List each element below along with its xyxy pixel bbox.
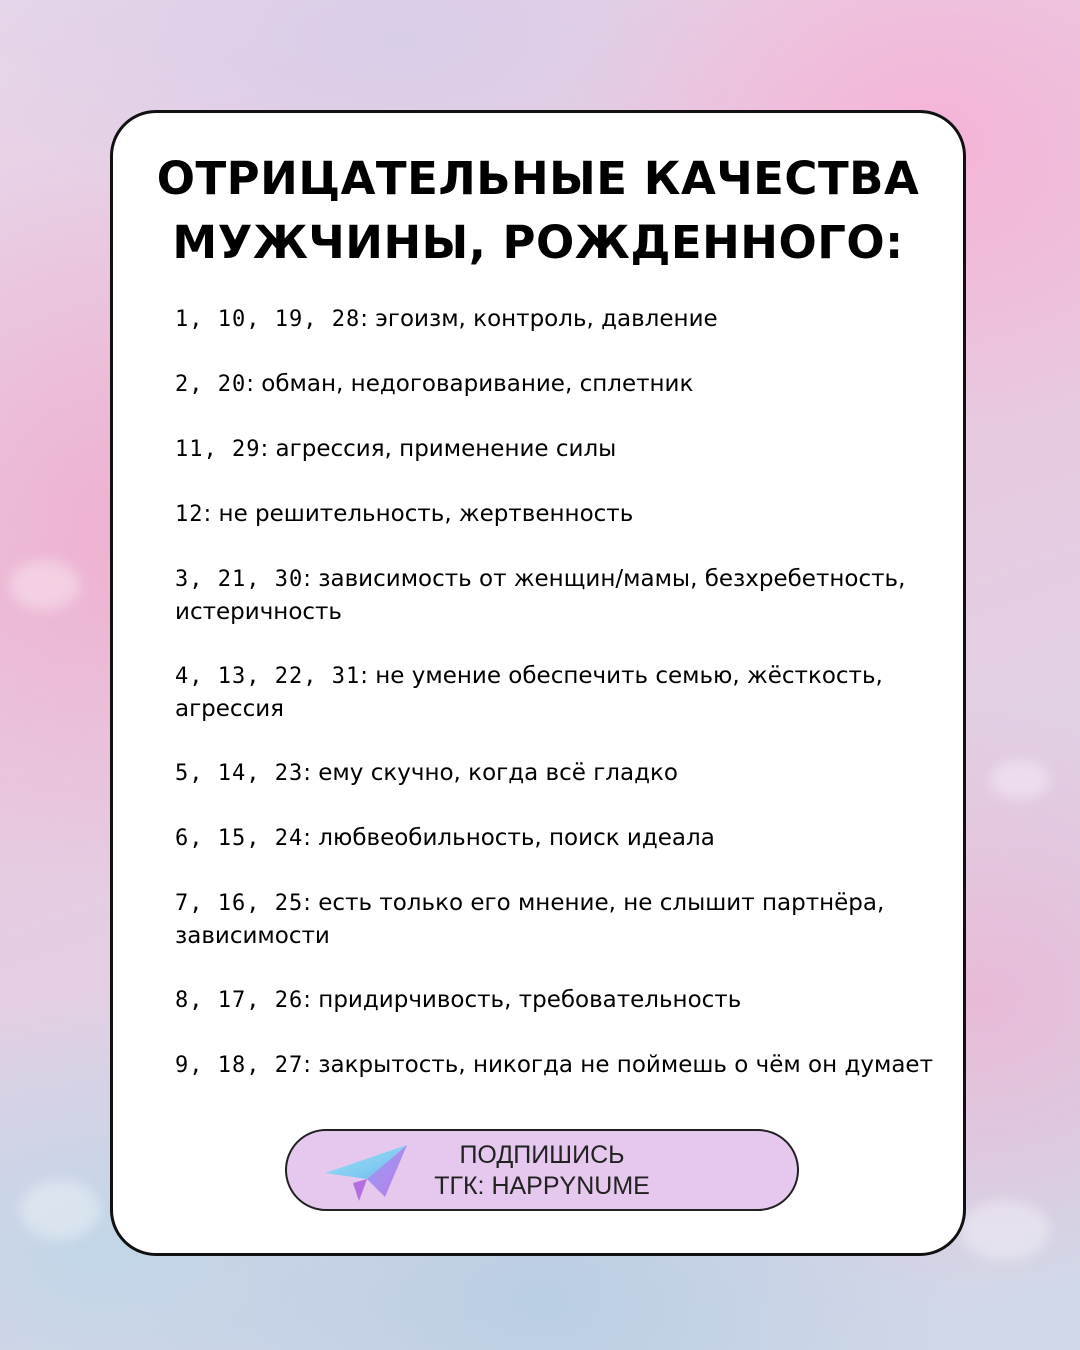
list-item	[175, 368, 935, 401]
list-item	[175, 660, 935, 725]
list-item	[175, 887, 935, 952]
list-item	[175, 822, 935, 855]
item-numbers: 9, 18, 27	[175, 1053, 304, 1078]
item-numbers: 1, 10, 19, 28	[175, 307, 361, 332]
item-text: : эгоизм, контроль, давление	[360, 306, 718, 332]
paper-plane-icon	[323, 1143, 409, 1203]
item-text: : придирчивость, требовательность	[303, 987, 742, 1013]
list-item	[175, 303, 935, 336]
list-item	[175, 433, 935, 466]
item-numbers: 8, 17, 26	[175, 988, 304, 1013]
list-item	[175, 1049, 935, 1082]
item-numbers: 3, 21, 30	[175, 567, 304, 592]
content-card	[110, 110, 966, 1256]
item-numbers: 6, 15, 24	[175, 826, 304, 851]
subscribe-button[interactable]	[285, 1129, 799, 1211]
item-numbers: 12	[175, 502, 204, 527]
item-text: : агрессия, применение силы	[260, 436, 617, 462]
item-text: : любвеобильность, поиск идеала	[303, 825, 715, 851]
background-blossom	[990, 760, 1050, 800]
qualities-list	[175, 303, 935, 1082]
item-text: : закрытость, никогда не поймешь о чём он думает	[303, 1052, 933, 1078]
background-blossom	[10, 560, 80, 610]
background-blossom	[960, 1200, 1050, 1260]
item-text: : есть только его мнение, не слышит партнёра, зависимости	[175, 890, 885, 949]
item-text: : обман, недоговаривание, сплетник	[246, 371, 694, 397]
item-text: : не умение обеспечить семью, жёсткость, агрессия	[175, 663, 883, 722]
item-numbers: 2, 20	[175, 372, 247, 397]
item-text: : зависимость от женщин/мамы, безхребетность, истеричность	[175, 566, 906, 625]
background-blossom	[20, 1180, 100, 1240]
item-text: : ему скучно, когда всё гладко	[303, 760, 678, 786]
title-line-2: МУЖЧИНЫ, РОЖДЕННОГО:	[172, 216, 904, 269]
item-numbers: 7, 16, 25	[175, 891, 304, 916]
list-item	[175, 563, 935, 628]
page-title	[113, 147, 963, 275]
item-numbers: 11, 29	[175, 437, 261, 462]
item-numbers: 5, 14, 23	[175, 761, 304, 786]
list-item	[175, 498, 935, 531]
channel-handle: ТГК: HAPPYNUME	[434, 1172, 650, 1200]
item-numbers: 4, 13, 22, 31	[175, 664, 361, 689]
title-line-1: ОТРИЦАТЕЛЬНЫЕ КАЧЕСТВА	[156, 152, 920, 205]
item-text: : не решительность, жертвенность	[203, 501, 634, 527]
list-item	[175, 757, 935, 790]
subscribe-label: ПОДПИШИСЬ	[459, 1141, 625, 1169]
list-item	[175, 984, 935, 1017]
